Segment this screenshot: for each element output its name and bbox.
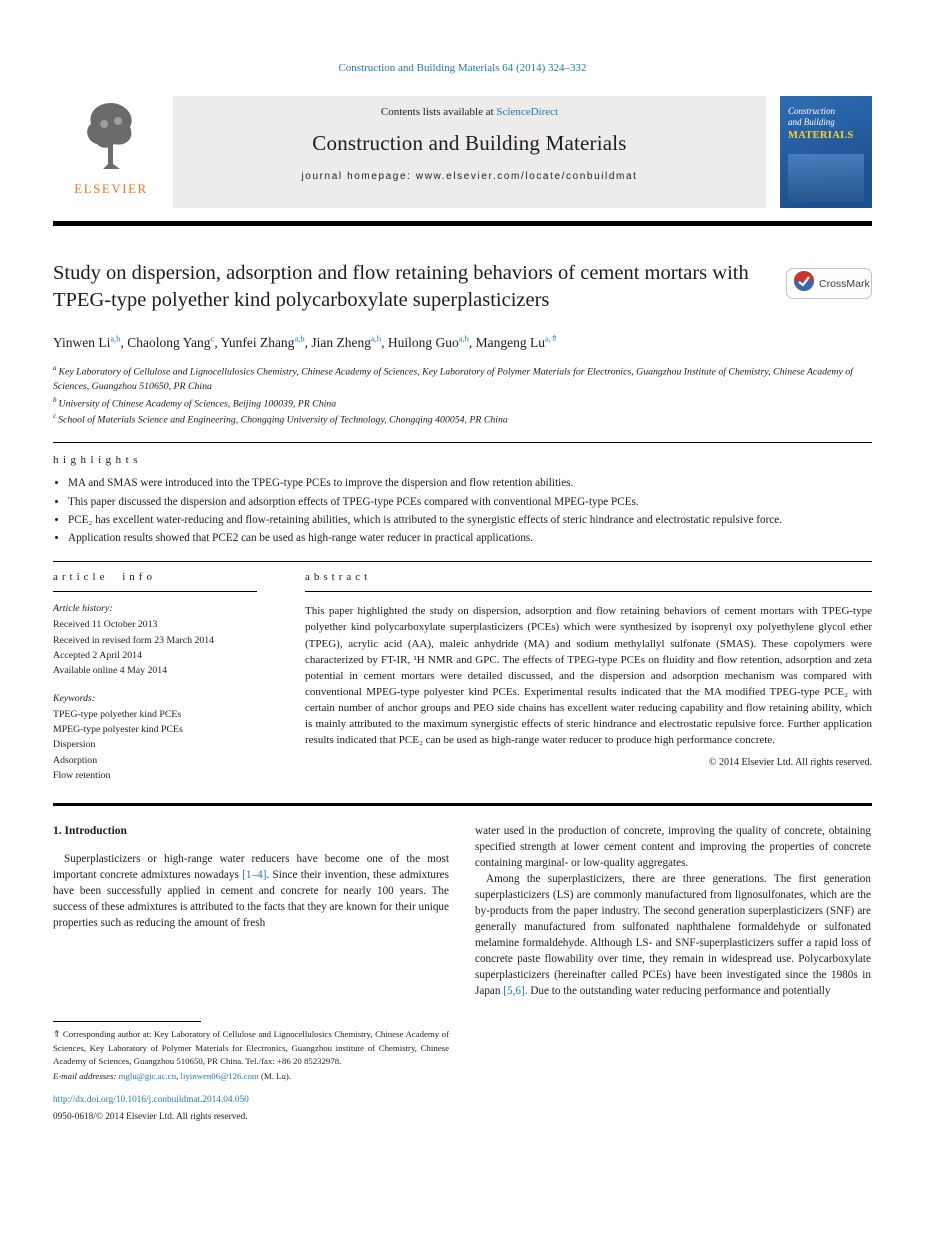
author-corresponding: Mangeng $Lu^{a,⇑}$: [475, 333, 559, 350]
info-abstract-section: [53, 571, 872, 783]
article-title: Study on dispersion, adsorption and flow retaining behaviors of cement mortars with TPEG-type polyether kind polycarboxylate superplasticizers: [53, 262, 749, 312]
copyright-line: © 2014 Elsevier Ltd. All rights reserved.: [708, 756, 872, 768]
abstract-heading: abstract: [305, 571, 372, 584]
cover-artwork: [788, 154, 864, 202]
keyword: TPEG-type polyether kind PCEs: [53, 709, 182, 721]
body-column-right: [475, 823, 871, 1125]
journal-citation-link[interactable]: Construction and Building Materials 64 (2014) 324–332: [338, 62, 587, 74]
footnote-emails: E-mail addresses: mglu@gic.ac.cn, liyinwen06@126.com (M. Lu).: [53, 1070, 291, 1081]
keyword: Adsorption: [53, 754, 98, 766]
author: Yinwen Li$^{a,b}$,: [53, 333, 128, 350]
intro-paragraph-2: Among the superplasticizers, there are three generations. The first generation superplasticizers (LS) are commonly manufactured from lignosulfonates, which are the by-products from the paper industry. The second generation superplasticizers (SNF) are generally manufactured from sulfonated naphthalene formaldehyde or sulfonated melamine formaldehyde. Although LS- and SNF-superplasticizers suffer a rapid loss of concrete paste flowability over time, they remain in widespread use. Polycarboxylate superplasticizers (hereinafter called PCEs) have been investigated since the 1980s in Japan [5,6]. Due to the outstanding water reducing performance and potentially: [475, 873, 871, 998]
highlights-heading: highlights: [53, 454, 143, 467]
email-link-2[interactable]: liyinwen06@126.com: [180, 1070, 259, 1081]
divider: [53, 442, 872, 443]
cover-title-line1: Construction: [788, 106, 836, 116]
keywords-label: Keywords:: [53, 693, 96, 705]
highlight-item: • MA and SMAS were introduced into the TPEG-type PCEs to improve the dispersion and flow retention abilities.: [68, 475, 848, 491]
affiliations: [53, 363, 872, 427]
history-entry: Received 11 October 2013: [53, 619, 158, 631]
history-entry: Accepted 2 April 2014: [53, 649, 142, 661]
keyword: MPEG-type polyester kind PCEs: [53, 724, 183, 736]
corresponding-author-footnote: [53, 1021, 449, 1125]
cover-title-line2: and Building: [788, 117, 835, 128]
article-body: [53, 823, 872, 1125]
elsevier-wordmark: ELSEVIER: [74, 181, 148, 196]
journal-homepage-link[interactable]: journal homepage: www.elsevier.com/locate/conbuildmat: [301, 171, 638, 182]
divider: [53, 591, 257, 592]
divider: [305, 591, 872, 592]
divider: [53, 561, 872, 562]
intro-paragraph-continued: water used in the production of concrete, improving the quality of concrete, obtaining specified strength at lower cement content and improving the properties of concrete containing marginal- or low-quality aggregates.: [475, 824, 871, 869]
abstract-text: This paper highlighted the study on dispersion, adsorption and flow retaining behaviors of cement mortars with TPEG-type polyether kind polycarboxylate superplasticizers (PCEs) which were synthesized by isoprenyl oxy polyethylene glycol ether (TPEG), acrylic acid (AA), maleic anhydride (MA) and sodium methylallyl sulfonate (SMAS). These copolymers were characterized by FT-IR, ¹H NMR and GPC. The effects of TPEG-type PCEs on fluidity and flow retention, adsorption and zeta potential in cement mortars were detailed discussed, and the dispersion and adsorption mechanism was compared with conventional MPEG-type polyester kind PCEs. Experimental results indicated that the MA modified TPEG-type PCE₂ with certain number of anchor groups and PEO side chains has excellent water reducing capability and flow retaining ability, which is mainly attributed to the maximum synergistic effects of steric hindrance and electrostatic repulsive force. Further application results indicated that PCE₂ can be used as high-range water reducer to produce high performance concrete.: [305, 605, 872, 746]
article-info-column: [53, 571, 257, 783]
contents-line: [381, 106, 558, 118]
contents-prefix: Contents lists available at: [380, 106, 497, 118]
author: Yunfei Zhang$^{a,b}$,: [220, 333, 312, 350]
cover-title-line3: MATERIALS: [788, 129, 854, 141]
author: Chaolong Yang$^c$,: [127, 333, 221, 350]
journal-header: [53, 96, 872, 208]
elsevier-tree-icon: [74, 98, 148, 179]
ref-link-5-6[interactable]: [5,6]: [503, 985, 525, 998]
highlight-item: • This paper discussed the dispersion and adsorption effects of TPEG-type PCEs compared with conventional MPEG-type PCEs.: [68, 494, 848, 510]
history-entry: Available online 4 May 2014: [53, 664, 168, 676]
author: Huilong Guo$^{a,b}$,: [387, 333, 476, 350]
keyword: Flow retention: [53, 769, 111, 781]
elsevier-logo: [53, 96, 169, 208]
body-rule: [53, 803, 872, 806]
section-1-heading: 1. Introduction: [53, 824, 127, 837]
journal-banner: [173, 96, 766, 208]
article-history-label: Article history:: [53, 603, 113, 615]
crossmark-badge[interactable]: [786, 268, 872, 299]
crossmark-icon: [794, 271, 814, 296]
highlight-item: • Application results showed that PCE2 can be used as high-range water reducer in practical applications.: [68, 530, 848, 546]
article-info-heading: article info: [53, 571, 156, 584]
issn-line: 0950-0618/© 2014 Elsevier Ltd. All rights reserved.: [53, 1112, 248, 1123]
header-rule: [53, 221, 872, 226]
ref-link-1-4[interactable]: [1–4]: [242, 869, 267, 882]
intro-paragraph: Superplasticizers or high-range water reducers have become one of the most important concrete admixtures nowadays [1–4]. Since their invention, these admixtures have been successfully applied in cement and concrete for nearly 100 years. The success of these admixtures is attributed to the facts that they are known for their unique properties such as reducing the amount of fresh: [53, 853, 450, 930]
crossmark-label: CrossMark: [819, 277, 870, 290]
history-entry: Received in revised form 23 March 2014: [53, 634, 215, 646]
footnote-rule: [53, 1021, 201, 1022]
keyword: Dispersion: [53, 739, 96, 751]
journal-cover[interactable]: [780, 96, 872, 208]
highlight-item: • PCE₂ has excellent water-reducing and flow-retaining abilities, which is attributed to the synergistic effects of steric hindrance and electrostatic repulsive force.: [68, 512, 848, 528]
affiliation-a: $^a$ Key Laboratory of Cellulose and Lignocellulosics Chemistry, Chinese Academy of Sciences, Key Laboratory of Polymer Materials for Electronics, Guangzhou Institute of Chemistry, Chinese Academy of Sciences, Guangzhou 510650, PR China: [53, 364, 853, 393]
author-list: [53, 334, 872, 352]
author: Jian Zheng$^{a,b}$,: [311, 333, 388, 350]
sciencedirect-link[interactable]: ScienceDirect: [496, 106, 559, 118]
footnote-text: ⇑ Corresponding author at: Key Laboratory of Cellulose and Lignocellulosics Chemistry, Chinese Academy of Sciences, Key Laboratory of Polymer Materials for Electronics, Guangzhou institute of Chemistry, Chinese Academy of Sciences, Guangzhou 510650, PR China. Tel./fax: +86 20 85232978.: [53, 1029, 449, 1066]
affiliation-c: $^c$ School of Materials Science and Engineering, Chongqing University of Technology, Chongqing 400054, PR China: [53, 412, 508, 426]
body-column-left: [53, 823, 449, 1125]
email-link-1[interactable]: mglu@gic.ac.cn: [118, 1070, 177, 1081]
highlights-list: [53, 475, 848, 546]
doi-link[interactable]: http://dx.doi.org/10.1016/j.conbuildmat.2014.04.050: [53, 1095, 249, 1106]
affiliation-b: $^b$ University of Chinese Academy of Sciences, Beijing 100039, PR China: [53, 395, 337, 409]
journal-title: Construction and Building Materials: [312, 131, 627, 155]
abstract-column: [305, 571, 872, 783]
